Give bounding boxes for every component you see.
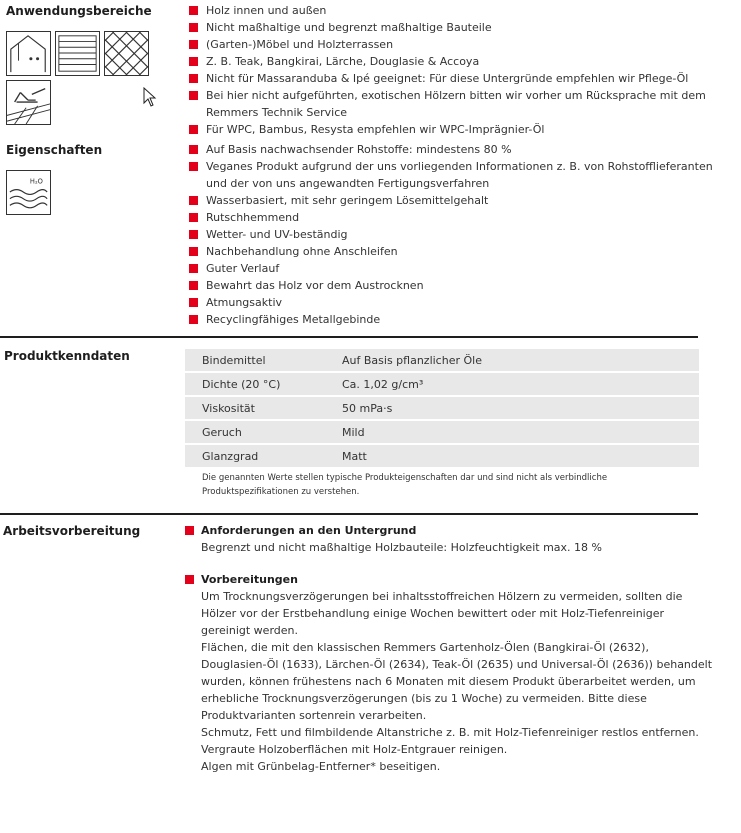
body-line: erhebliche Trocknungsverzögerungen (bis zu 1 Woche) zu vermeiden. Bitte diese <box>201 692 647 705</box>
list-item: Nicht für Massaranduba & Ipé geeignet: Für diese Untergründe empfehlen wir Pflege-Öl <box>189 70 714 87</box>
section-divider <box>0 336 698 338</box>
table-row: Glanzgrad Matt <box>185 445 699 467</box>
body-line: Flächen, die mit den klassischen Remmers Gartenholz-Ölen (Bangkirai-Öl (2632), <box>201 641 649 654</box>
table-row: Dichte (20 °C) Ca. 1,02 g/cm³ <box>185 373 699 395</box>
list-item: Auf Basis nachwachsender Rohstoffe: mindestens 80 % <box>189 141 714 158</box>
mouse-cursor-icon <box>143 87 157 111</box>
section-heading-anwendungsbereiche: Anwendungsbereiche <box>6 4 152 18</box>
anwendung-list <box>189 2 714 138</box>
body-line: wurden, können frühestens nach 6 Monaten mit diesem Produkt überarbeitet werden, um <box>201 675 696 688</box>
product-data-table <box>185 347 699 469</box>
list-item: (Garten-)Möbel und Holzterrassen <box>189 36 714 53</box>
list-item: Rutschhemmend <box>189 209 714 226</box>
list-item: Holz innen und außen <box>189 2 714 19</box>
subsection-untergrund <box>185 522 715 556</box>
house-icon <box>6 31 51 76</box>
section-heading-produktkenndaten: Produktkenndaten <box>4 349 130 363</box>
subsection-title: Vorbereitungen <box>201 573 298 586</box>
section-heading-arbeitsvorbereitung: Arbeitsvorbereitung <box>3 524 141 538</box>
list-item: Guter Verlauf <box>189 260 714 277</box>
body-line: Hölzer vor der Erstbehandlung einige Wochen bewittert oder mit Holz-Tiefenreiniger <box>201 607 664 620</box>
body-line: Schmutz, Fett und filmbildende Altanstriche z. B. mit Holz-Tiefenreiniger restlos entfernen. <box>201 726 699 739</box>
body-line: Begrenzt und nicht maßhaltige Holzbauteile: Holzfeuchtigkeit max. 18 % <box>201 541 602 554</box>
table-footnote: Die genannten Werte stellen typische Produkteigenschaften dar und sind nicht als verbindliche Produktspezifikationen zu verstehen. <box>202 473 608 497</box>
list-item: Atmungsaktiv <box>189 294 714 311</box>
body-line: Produktvarianten sortenrein verarbeiten. <box>201 709 427 722</box>
list-item: Bewahrt das Holz vor dem Austrocknen <box>189 277 714 294</box>
section-divider <box>0 513 698 515</box>
eigenschaften-list <box>189 141 714 328</box>
list-item: Wetter- und UV-beständig <box>189 226 714 243</box>
table-row: Geruch Mild <box>185 421 699 443</box>
table-row: Viskosität 50 mPa·s <box>185 397 699 419</box>
table-row: Bindemittel Auf Basis pflanzlicher Öle <box>185 349 699 371</box>
list-item: Z. B. Teak, Bangkirai, Lärche, Douglasie & Accoya <box>189 53 714 70</box>
list-item: Veganes Produkt aufgrund der uns vorliegenden Informationen z. B. von Rohstofflieferanten und der von uns angewandten Fertigungsverfahren <box>189 158 714 192</box>
subsection-title: Anforderungen an den Untergrund <box>201 524 417 537</box>
body-line: Algen mit Grünbelag-Entferner* beseitigen. <box>201 760 441 773</box>
cladding-icon <box>55 31 100 76</box>
subsection-vorbereitungen <box>185 571 715 775</box>
body-line: Douglasien-Öl (1633), Lärchen-Öl (2634), Teak-Öl (2635) und Universal-Öl (2636)) behandelt <box>201 658 713 671</box>
list-item: Recyclingfähiges Metallgebinde <box>189 311 714 328</box>
section-heading-eigenschaften: Eigenschaften <box>6 143 103 157</box>
list-item: Für WPC, Bambus, Resysta empfehlen wir WPC-Imprägnier-Öl <box>189 121 714 138</box>
svg-text:H₂O: H₂O <box>29 177 43 186</box>
terrace-furniture-icon <box>6 80 51 125</box>
list-item: Nachbehandlung ohne Anschleifen <box>189 243 714 260</box>
water-based-icon <box>6 170 51 215</box>
body-line: Vergraute Holzoberflächen mit Holz-Entgrauer reinigen. <box>201 743 508 756</box>
list-item: Bei hier nicht aufgeführten, exotischen Hölzern bitten wir vorher um Rücksprache mit dem Remmers Technik Service <box>189 87 714 121</box>
list-item: Wasserbasiert, mit sehr geringem Lösemittelgehalt <box>189 192 714 209</box>
lattice-icon <box>104 31 149 76</box>
list-item: Nicht maßhaltige und begrenzt maßhaltige Bauteile <box>189 19 714 36</box>
body-line: Um Trocknungsverzögerungen bei inhaltsstoffreichen Hölzern zu vermeiden, sollten die <box>201 590 683 603</box>
body-line: gereinigt werden. <box>201 624 298 637</box>
